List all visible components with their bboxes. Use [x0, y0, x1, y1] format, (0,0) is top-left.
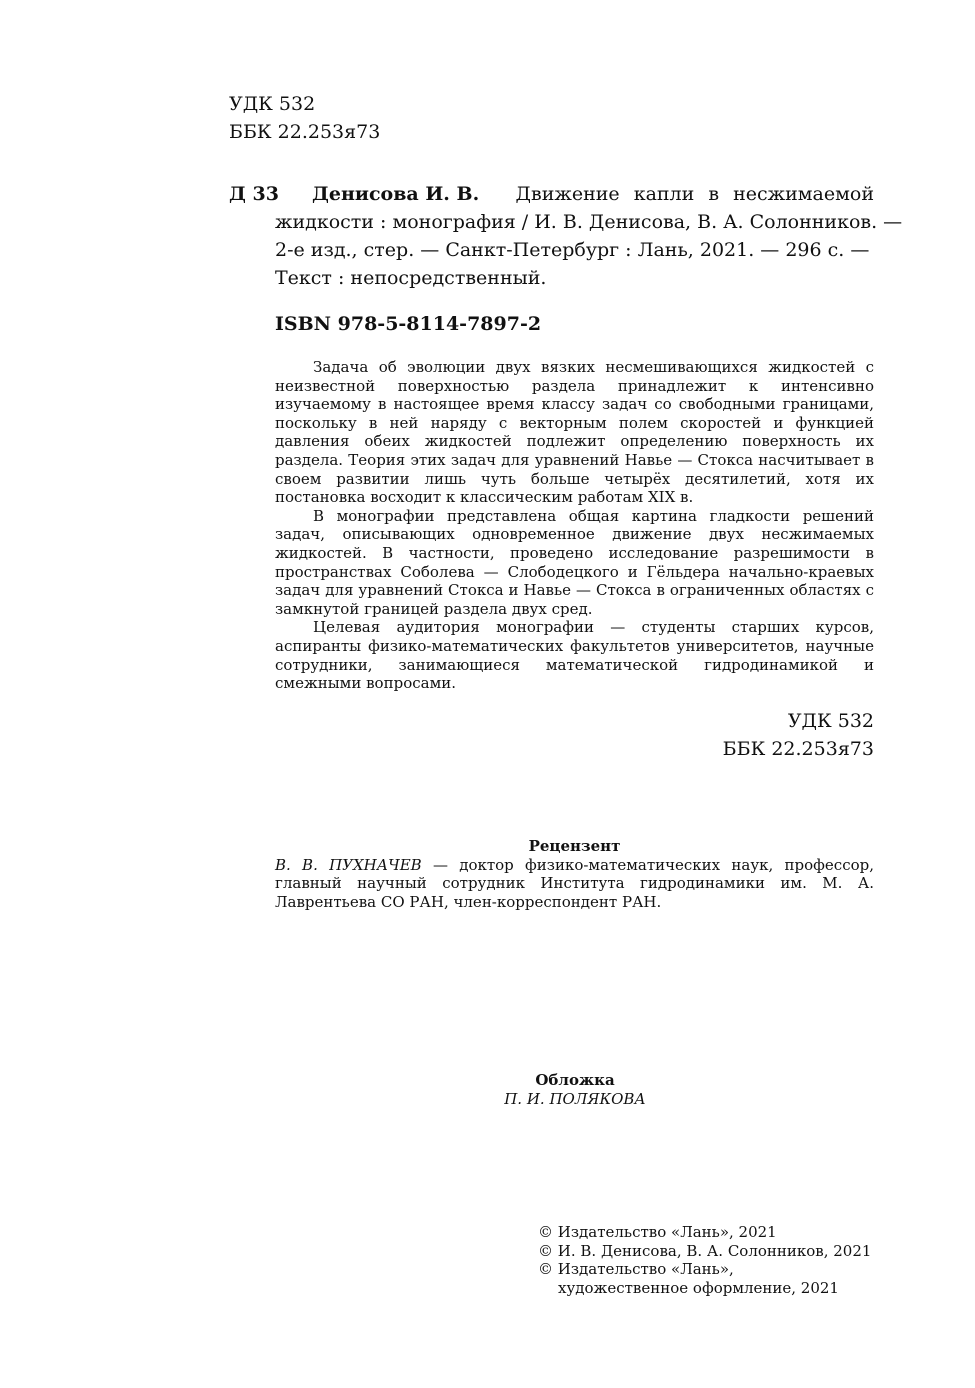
abstract — [275, 358, 874, 693]
top-classification — [229, 90, 380, 146]
catalog-line-1: Движение капли в несжимаемой — [515, 183, 874, 205]
isbn: ISBN 978-5-8114-7897-2 — [275, 313, 542, 335]
copyright-block — [538, 1223, 871, 1297]
reviewer-name: В. В. ПУХНАЧЕВ — [275, 855, 422, 874]
catalog-code: Д 33 — [229, 183, 279, 205]
catalog-continuation — [275, 208, 903, 292]
abstract-paragraph: Целевая аудитория монографии — студенты старших курсов, аспиранты физико-математических факультетов университетов, научные сотрудники, занимающиеся математической гидродинамикой и смежными вопросами. — [275, 618, 874, 693]
catalog-author: Денисова И. В. — [312, 183, 480, 205]
abstract-paragraph: Задача об эволюции двух вязких несмешивающихся жидкостей с неизвестной поверхностью раздела принадлежит к интенсивно изучаемому в настоящее время классу задач со свободными границами, поскольку в ней наряду с векторным полем скоростей и функцией давления обеих жидкостей подлежит определению поверхность их раздела. Теория этих задач для уравнений Навье — Стокса насчитывает в своем развитии лишь чуть больше четырёх десятилетий, хотя их постановка восходит к классическим работам XIX в. — [275, 358, 874, 507]
catalog-line-3: 2-е изд., стер. — Санкт-Петербург : Лань, 2021. — 296 с. — — [275, 239, 870, 261]
udk-code: УДК 532 — [229, 93, 316, 115]
catalog-line-4: Текст : непосредственный. — [275, 267, 547, 289]
bottom-classification — [723, 707, 874, 763]
reviewer-text — [275, 856, 874, 912]
bbk-code: ББК 22.253я73 — [229, 121, 381, 143]
abstract-paragraph: В монографии представлена общая картина гладкости решений задач, описывающих одновременное движение двух несжимаемых жидкостей. В частности, проведено исследование разрешимости в пространствах Соболева — Слободецкого и Гёльдера начально-краевых задач для уравнений Стокса и Навье — Стокса в ограниченных областях с замкнутой границей раздела двух сред. — [275, 506, 874, 618]
cover-designer: П. И. ПОЛЯКОВА — [504, 1089, 646, 1108]
cover-heading: Обложка — [535, 1071, 615, 1089]
udk-code: УДК 532 — [787, 710, 874, 732]
copyright-line: © И. В. Денисова, В. А. Солонников, 2021 — [538, 1241, 872, 1260]
reviewer-description: — доктор физико-математических наук, профессор, главный научный сотрудник Института гидродинамики им. М. А. Лаврентьева СО РАН, член-корреспондент РАН. — [275, 855, 874, 911]
copyright-line: художественное оформление, 2021 — [558, 1278, 839, 1297]
bbk-code: ББК 22.253я73 — [722, 738, 874, 760]
reviewer-heading: Рецензент — [528, 837, 621, 855]
copyright-line: © Издательство «Лань», 2021 — [538, 1223, 777, 1241]
copyright-line: © Издательство «Лань», — [538, 1260, 734, 1279]
cover-block — [490, 1071, 660, 1108]
catalog-line-2: жидкости : монография / И. В. Денисова, В. А. Солонников. — — [275, 211, 903, 233]
catalog-entry — [312, 180, 874, 208]
reviewer-block — [275, 837, 874, 911]
catalog-card — [229, 180, 903, 292]
